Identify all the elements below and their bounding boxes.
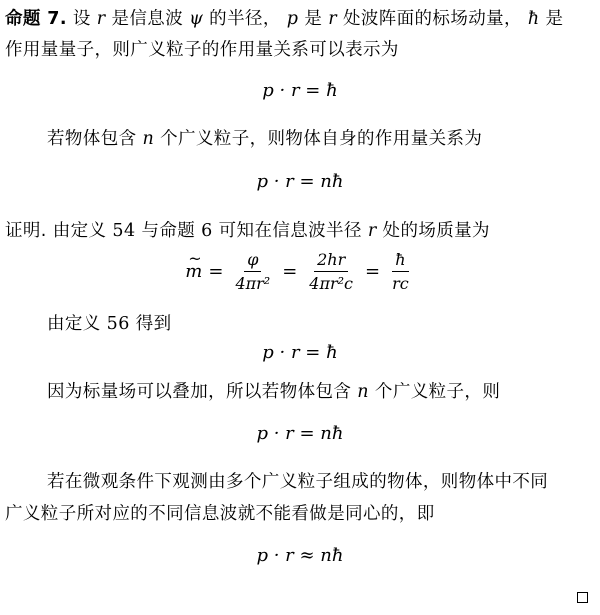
text: 由定义 (47, 314, 101, 334)
fraction-2 (309, 250, 353, 293)
text: 得到 (135, 314, 172, 334)
fraction-2-numerator: 2hr (314, 250, 348, 272)
fraction-1 (235, 250, 270, 293)
math-var: n (357, 382, 369, 402)
text: 因为标量场可以叠加，所以若物体包含 (47, 382, 352, 402)
proof-line-5: 广义粒子所对应的不同信息波就不能看做是同心的，即 (5, 504, 435, 524)
equation-text: p · r = ħ (262, 80, 338, 101)
math-var: ψ (189, 9, 204, 29)
equation-text: p · r ≈ nħ (256, 545, 344, 566)
math-var: r (96, 9, 106, 29)
proof-line-4: 若在微观条件下观测由多个广义粒子组成的物体，则物体中不同 (47, 472, 549, 492)
equals-sign: = (282, 261, 298, 282)
math-var: ħ (527, 9, 540, 29)
proof-line-3 (47, 378, 500, 403)
mass-equation (0, 250, 600, 293)
fraction-3-denominator: rc (392, 274, 409, 293)
proof-line-2 (47, 310, 172, 335)
text: 与命题 (141, 221, 196, 241)
text: 处波阵面的标场动量， (342, 9, 522, 29)
proposition-line-3 (47, 125, 482, 150)
equation-3 (0, 342, 600, 363)
text: 是信息波 (111, 9, 184, 29)
text: 是 (304, 9, 323, 29)
math-var: r (328, 9, 337, 29)
text: 的半径， (209, 9, 281, 29)
equation-2 (0, 171, 600, 192)
equation-text: p · r = nħ (256, 423, 344, 444)
math-var: n (142, 129, 155, 149)
proposition-number: 6 (201, 221, 213, 241)
equals-sign: = (208, 261, 224, 282)
equation-1 (0, 80, 600, 101)
fraction-1-numerator: φ (244, 250, 261, 272)
text: 由定义 (52, 221, 107, 241)
text: 设 (72, 9, 91, 29)
fraction-1-denominator: 4πr² (235, 274, 271, 293)
fraction-3 (392, 250, 409, 293)
proof-label: 证明. (5, 221, 47, 241)
definition-number: 56 (106, 314, 130, 334)
fraction-3-numerator: ħ (392, 250, 408, 272)
equation-4 (0, 423, 600, 444)
proposition-line-1 (5, 5, 563, 30)
math-var: r (367, 221, 377, 241)
proposition-line-2: 作用量量子，则广义粒子的作用量关系可以表示为 (5, 40, 399, 60)
proof-line-1 (5, 217, 490, 242)
math-var: p (286, 9, 299, 29)
field-mass-symbol: ~ m (185, 261, 202, 282)
equation-text: p · r = nħ (256, 171, 344, 192)
text: 个广义粒子，则物体自身的作用量关系为 (160, 129, 483, 149)
equation-5 (0, 545, 600, 566)
text: 是 (545, 9, 564, 29)
proposition-label: 命题 7. (5, 9, 67, 29)
equation-text: p · r = ħ (262, 342, 338, 363)
text: 处的场质量为 (382, 221, 490, 241)
text: 若物体包含 (47, 129, 137, 149)
equals-sign: = (365, 261, 381, 282)
fraction-2-denominator: 4πr²c (309, 274, 354, 293)
definition-number: 54 (112, 221, 136, 241)
text: 可知在信息波半径 (218, 221, 362, 241)
qed-square-icon (577, 592, 588, 603)
text: 个广义粒子，则 (374, 382, 501, 402)
